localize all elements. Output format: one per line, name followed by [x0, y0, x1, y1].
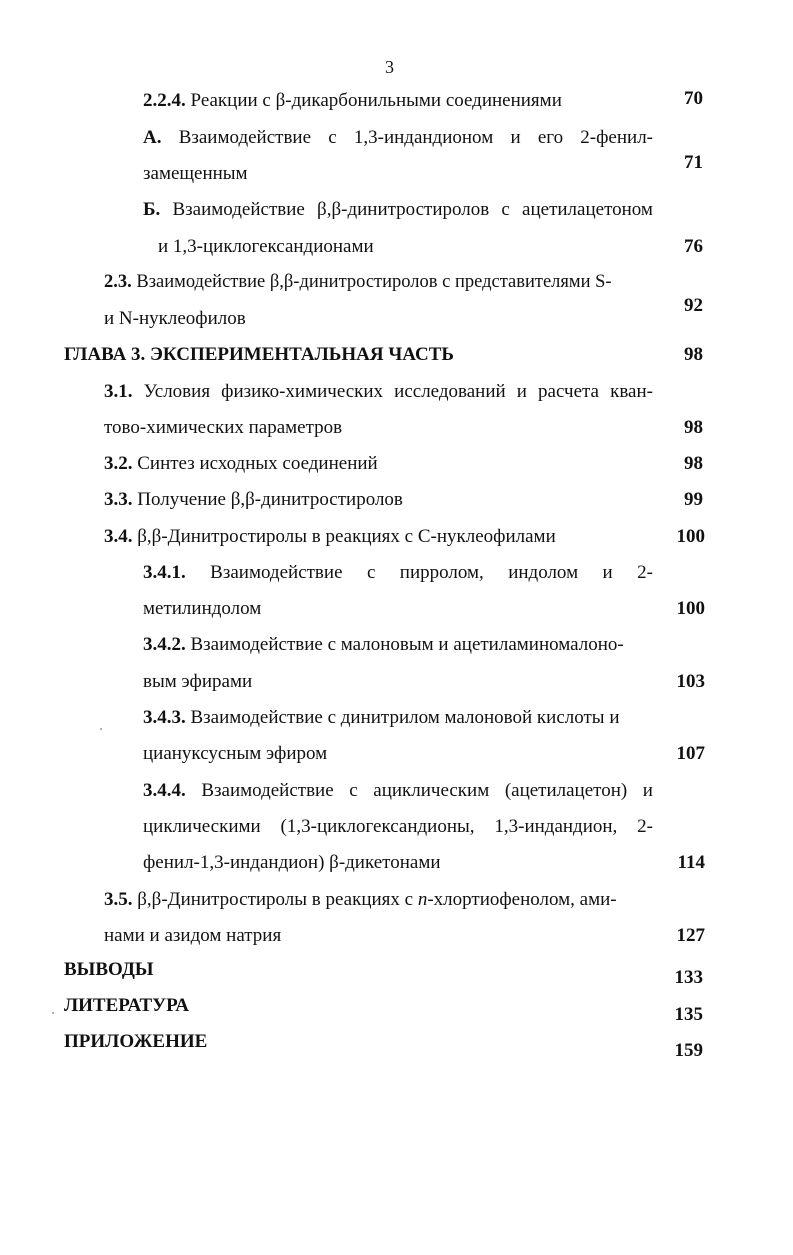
entry-word: ацетилацетоном [522, 199, 653, 220]
entry-word: 2-фенил- [580, 127, 653, 148]
toc-entry-a-line1[interactable] [143, 128, 653, 147]
entry-number: 3.4.2. [143, 634, 186, 655]
entry-title: β,β-Динитростиролы в реакциях с С-нуклеофилами [137, 526, 556, 547]
page-ref: 98 [684, 453, 703, 474]
entry-number: 3.1. [104, 381, 133, 402]
entry-title: Синтез исходных соединений [137, 453, 378, 474]
toc-entry-3-5-line1[interactable] [104, 890, 617, 909]
entry-number: 3.4.1. [143, 562, 186, 583]
entry-word: 2- [637, 816, 653, 837]
toc-entry-3-3[interactable] [104, 490, 403, 509]
entry-number: 3.4.4. [143, 780, 186, 801]
toc-entry-a-line2: замещенным [143, 163, 248, 184]
entry-word: его [537, 127, 564, 148]
toc-entry-3-2[interactable] [104, 454, 378, 473]
chapter-3-heading[interactable]: ГЛАВА 3. ЭКСПЕРИМЕНТАЛЬНАЯ ЧАСТЬ [64, 344, 454, 365]
entry-number: 3.5. [104, 889, 133, 910]
toc-entry-3-1-line2: тово-химических параметров [104, 417, 343, 438]
entry-word: с [366, 562, 376, 583]
page-ref: 71 [684, 152, 703, 173]
entry-title: Взаимодействие с малоновым и ацетиламиномалоно- [190, 634, 624, 655]
toc-entry-2-2-4[interactable] [143, 91, 562, 110]
page-ref: 114 [677, 852, 705, 873]
entry-number: 3.4.3. [143, 707, 186, 728]
page-number: 3 [385, 57, 394, 77]
page-ref: 127 [676, 925, 705, 946]
entry-word: Взаимодействие [172, 199, 305, 220]
entry-word: исследований [394, 381, 506, 402]
entry-word: (ацетилацетон) [504, 780, 628, 801]
page-ref: 99 [684, 489, 703, 510]
entry-word: Взаимодействие [178, 127, 312, 148]
appendix-heading[interactable]: ПРИЛОЖЕНИЕ [64, 1031, 208, 1052]
page-ref: 76 [684, 236, 703, 257]
literature-heading[interactable]: ЛИТЕРАТУРА [64, 995, 190, 1016]
toc-entry-3-4-4-line3: фенил-1,3-индандион) β-дикетонами [143, 852, 441, 873]
entry-word: с [328, 127, 337, 148]
entry-title: Взаимодействие β,β-динитростиролов с представителями S- [136, 272, 612, 292]
entry-number: 3.2. [104, 453, 133, 474]
entry-word: и [602, 562, 613, 583]
entry-number: 2.2.4. [143, 90, 186, 111]
toc-entry-2-3-line1[interactable] [104, 273, 612, 292]
page-ref: 98 [684, 344, 703, 365]
entry-word: ациклическим [373, 780, 490, 801]
entry-word: кван- [610, 381, 653, 402]
entry-number: 3.4. [104, 526, 133, 547]
page-ref: 98 [684, 417, 703, 438]
toc-entry-b-line1[interactable] [143, 200, 653, 219]
toc-entry-3-4-3-line1[interactable] [143, 708, 619, 727]
entry-word: и [516, 381, 527, 402]
toc-entry-2-3-line2: и N-нуклеофилов [104, 308, 246, 329]
entry-number: Б. [143, 199, 161, 220]
toc-entry-3-4[interactable] [104, 527, 556, 546]
toc-entry-3-4-2-line2: вым эфирами [143, 671, 253, 692]
toc-entry-3-1-line1[interactable] [104, 382, 653, 401]
entry-word: расчета [538, 381, 599, 402]
entry-title: Взаимодействие с динитрилом малоновой кислоты и [190, 707, 620, 728]
entry-word: 2- [637, 562, 653, 583]
entry-word: и [642, 780, 653, 801]
page-ref: 100 [676, 526, 705, 547]
conclusions-heading[interactable]: ВЫВОДЫ [64, 959, 154, 980]
page-ref: 107 [676, 743, 705, 764]
entry-word: циклическими [143, 816, 261, 837]
entry-word: 1,3-индандион, [494, 816, 618, 837]
entry-title-italic: п [417, 889, 428, 910]
entry-title: Реакции с β-дикарбонильными соединениями [190, 90, 562, 111]
toc-entry-3-4-1-line2: метилиндолом [143, 598, 262, 619]
toc-entry-3-4-4-line2 [143, 817, 653, 836]
page-ref: 92 [684, 295, 703, 316]
entry-word: Взаимодействие [210, 562, 343, 583]
entry-word: физико-химических [221, 381, 384, 402]
entry-word: 1,3-индандионом [353, 127, 494, 148]
page-ref: 70 [684, 88, 703, 109]
entry-number: 3.3. [104, 489, 133, 510]
page-ref: 135 [674, 1004, 703, 1025]
entry-title-part: -хлортиофенолом, ами- [427, 889, 617, 910]
page-ref: 133 [674, 967, 703, 988]
toc-entry-3-4-3-line2: циануксусным эфиром [143, 743, 328, 764]
entry-word: Взаимодействие [201, 780, 334, 801]
scan-speck [100, 728, 102, 730]
entry-word: Условия [143, 381, 211, 402]
entry-word: индолом [508, 562, 579, 583]
page-ref: 159 [674, 1040, 703, 1061]
entry-word: β,β-динитростиролов [317, 199, 490, 220]
scan-speck [52, 1012, 54, 1014]
toc-entry-b-line2: и 1,3-циклогександионами [158, 236, 374, 257]
toc-entry-3-4-4-line1[interactable] [143, 781, 653, 800]
entry-word: и [510, 127, 521, 148]
page-ref: 100 [676, 598, 705, 619]
entry-title: Получение β,β-динитростиролов [137, 489, 403, 510]
entry-word: с [501, 199, 510, 220]
entry-word: (1,3-циклогександионы, [280, 816, 475, 837]
page-ref: 103 [676, 671, 705, 692]
entry-word: с [349, 780, 358, 801]
entry-word: пирролом, [399, 562, 484, 583]
toc-entry-3-4-1-line1[interactable] [143, 563, 653, 582]
toc-entry-3-5-line2: нами и азидом натрия [104, 925, 282, 946]
entry-number: 2.3. [104, 272, 132, 292]
entry-number: А. [143, 127, 162, 148]
entry-title-part: β,β-Динитростиролы в реакциях с [137, 889, 418, 910]
toc-entry-3-4-2-line1[interactable] [143, 635, 624, 654]
